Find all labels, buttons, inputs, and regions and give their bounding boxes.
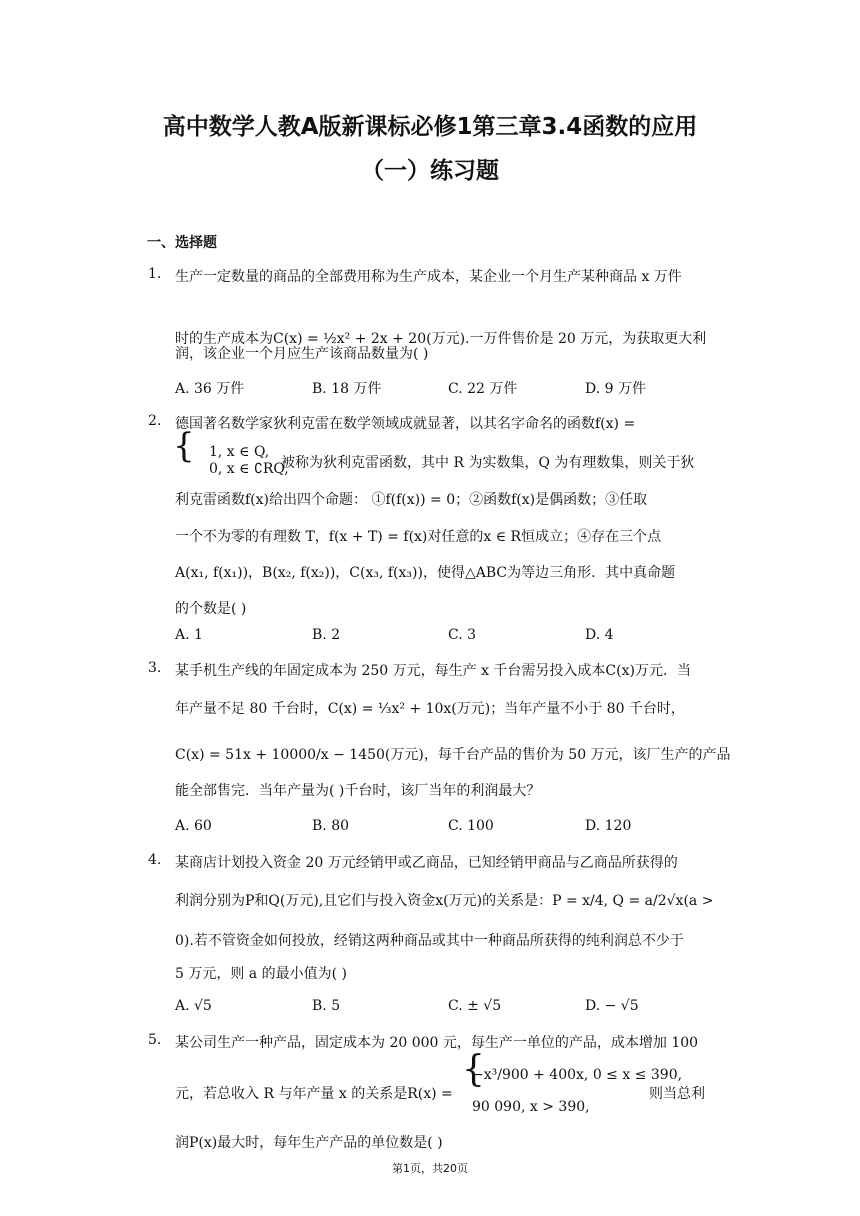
question-text: 被称为狄利克雷函数，其中 R 为实数集，Q 为有理数集，则关于狄 (281, 455, 695, 471)
question-number: 2. (148, 413, 162, 429)
page-title: 高中数学人教A版新课标必修1第三章3.4函数的应用 (162, 114, 698, 140)
page-footer: 第1页，共20页 (392, 1162, 468, 1175)
option-a: A. √5 (175, 998, 212, 1014)
option-d: D. 9 万件 (585, 381, 646, 397)
question-text: 时的生产成本为C(x) = ½x² + 2x + 20(万元).一万件售价是 20 万元，为获取更大利 (175, 331, 707, 347)
option-d: D. − √5 (585, 998, 639, 1014)
option-d: D. 120 (585, 818, 632, 834)
question-text: 年产量不足 80 千台时，C(x) = ⅓x² + 10x(万元)；当年产量不小于 80 千台时， (175, 701, 685, 717)
left-brace: { (173, 426, 195, 466)
piece-row: −x³/900 + 400x, 0 ≤ x ≤ 390, (472, 1067, 683, 1083)
question-text: 某商店计划投入资金 20 万元经销甲或乙商品，已知经销甲商品与乙商品所获得的 (175, 855, 678, 871)
question-number: 3. (148, 660, 162, 676)
question-text: 能全部售完．当年产量为( )千台时，该厂当年的利润最大？ (175, 783, 541, 799)
option-a: A. 60 (175, 818, 212, 834)
option-c: C. 22 万件 (448, 381, 518, 397)
option-b: B. 80 (312, 818, 350, 834)
option-b: B. 5 (312, 998, 341, 1014)
question-text: 利克雷函数f(x)给出四个命题： ①f(f(x)) = 0；②函数f(x)是偶函数；③任取 (175, 492, 648, 508)
question-text: 0).若不管资金如何投放，经销这两种商品或其中一种商品所获得的纯利润总不少于 (175, 933, 684, 949)
question-text: 元，若总收入 R 与年产量 x 的关系是R(x) = (175, 1086, 453, 1102)
option-a: A. 1 (175, 627, 203, 643)
question-text: 则当总利 (649, 1086, 705, 1102)
page-subtitle: （一）练习题 (361, 158, 499, 184)
question-text: 润P(x)最大时，每年生产产品的单位数是( ) (175, 1135, 443, 1151)
option-c: C. ± √5 (448, 998, 502, 1014)
question-text: 德国著名数学家狄利克雷在数学领域成就显著，以其名字命名的函数f(x) = (175, 416, 636, 432)
question-text: 某手机生产线的年固定成本为 250 万元，每生产 x 千台需另投入成本C(x)万元．当 (175, 663, 691, 679)
question-text: 一个不为零的有理数 T，f(x + T) = f(x)对任意的x ∈ R恒成立；④存在三个点 (175, 529, 662, 545)
question-text: A(x₁, f(x₁))，B(x₂, f(x₂))，C(x₃, f(x₃))，使得△ABC为等边三角形．其中真命题 (175, 565, 676, 581)
question-number: 1. (148, 266, 162, 282)
option-c: C. 100 (448, 818, 494, 834)
piece-row: 1, x ∈ Q, (209, 444, 270, 460)
question-text: C(x) = 51x + 10000/x − 1450(万元)，每千台产品的售价为 50 万元，该厂生产的产品 (175, 747, 731, 763)
option-b: B. 2 (312, 627, 341, 643)
section-heading: 一、选择题 (147, 235, 217, 251)
option-c: C. 3 (448, 627, 477, 643)
question-number: 5. (148, 1032, 162, 1048)
question-text: 的个数是( ) (175, 601, 247, 617)
option-a: A. 36 万件 (175, 381, 245, 397)
question-number: 4. (148, 852, 162, 868)
question-text: 5 万元，则 a 的最小值为( ) (175, 966, 347, 982)
question-text: 润，该企业一个月应生产该商品数量为( ) (175, 346, 429, 362)
option-d: D. 4 (585, 627, 614, 643)
option-b: B. 18 万件 (312, 381, 382, 397)
left-brace: { (462, 1049, 485, 1090)
question-text: 利润分别为P和Q(万元),且它们与投入资金x(万元)的关系是：P = x/4, Q = a/2√x(a > (175, 893, 714, 909)
question-text: 生产一定数量的商品的全部费用称为生产成本，某企业一个月生产某种商品 x 万件 (175, 269, 682, 285)
piece-row: 0, x ∈ ∁RQ, (209, 461, 289, 477)
question-text: 某公司生产一种产品，固定成本为 20 000 元，每生产一单位的产品，成本增加 100 (175, 1035, 699, 1051)
piece-row: 90 090, x > 390, (472, 1099, 590, 1115)
